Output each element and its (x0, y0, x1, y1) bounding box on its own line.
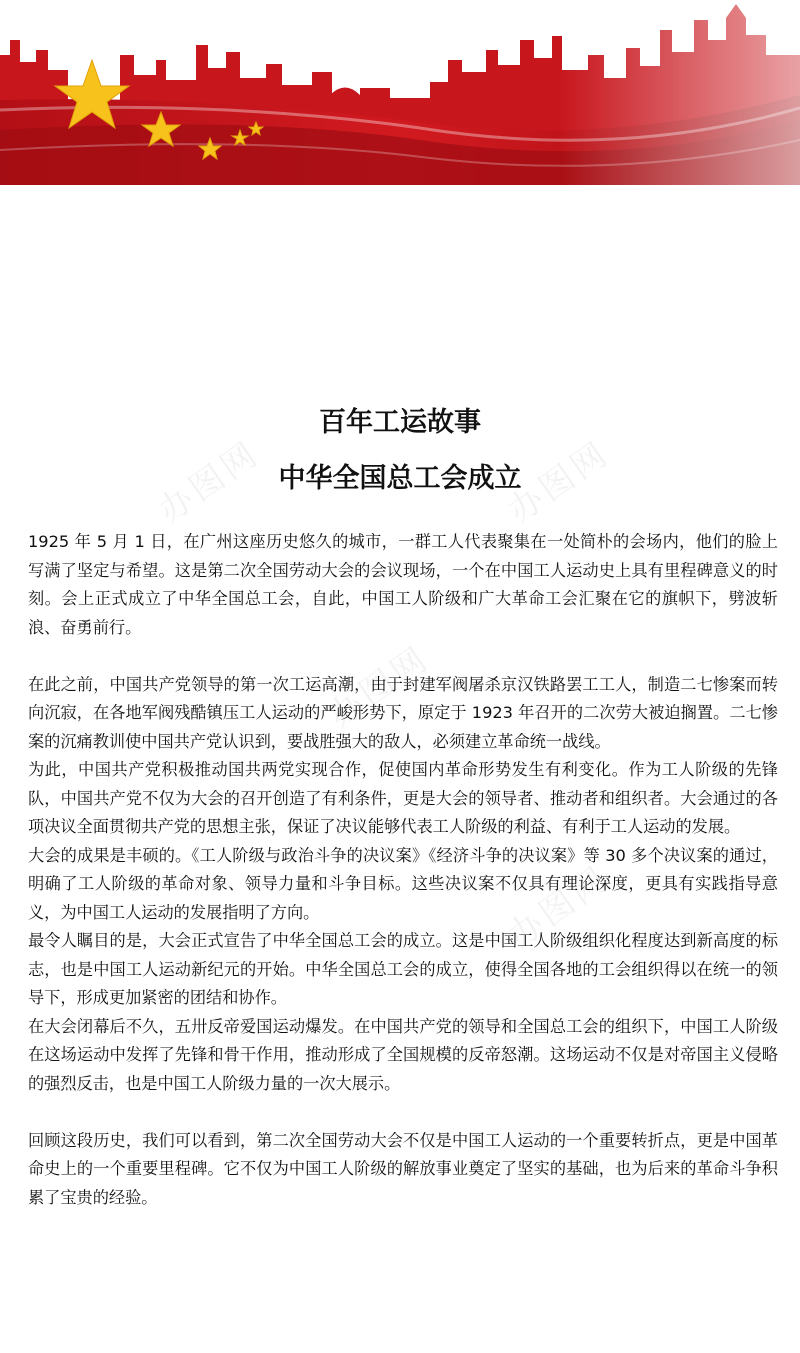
watermark: 办图网 (150, 433, 268, 532)
watermark: 办图网 (500, 433, 618, 532)
paragraph: 回顾这段历史，我们可以看到，第二次全国劳动大会不仅是中国工人运动的一个重要转折点，更是中国革命史上的一个重要里程碑。它不仅为中国工人阶级的解放事业奠定了坚实的基础，也为后来的革命斗争积累了宝贵的经验。 (28, 1130, 778, 1207)
page-subtitle: 中华全国总工会成立 (278, 463, 522, 494)
paragraph: 为此，中国共产党积极推动国共两党实现合作，促使国内革命形势发生有利变化。作为工人阶级的先锋队，中国共产党不仅为大会的召开创造了有利条件，更是大会的领导者、推动者和组织者。大会通过的各项决议全面贯彻共产党的思想主张，保证了决议能够代表工人阶级的利益、有利于工人运动的发展。 (28, 760, 778, 836)
page-title: 百年工运故事 (319, 407, 481, 438)
paragraph: 1925 年 5 月 1 日，在广州这座历史悠久的城市，一群工人代表聚集在一处简朴的会场内，他们的脸上写满了坚定与希望。这是第二次全国劳动大会的会议现场，一个在中国工人运动史上具有里程碑意义的时刻。会上正式成立了中华全国总工会，自此，中国工人阶级和广大革命工会汇聚在它的旗帜下，劈波斩浪、奋勇前行。 (28, 532, 778, 637)
paragraph: 在此之前，中国共产党领导的第一次工运高潮，由于封建军阀屠杀京汉铁路罢工工人，制造二七惨案而转向沉寂，在各地军阀残酷镇压工人运动的严峻形势下，原定于 1923 年召开的二次劳大被迫搁置。二七惨案的沉痛教训使中国共产党认识到，要战胜强大的敌人，必须建立革命统一战线。 (28, 674, 778, 751)
paragraph: 大会的成果是丰硕的。《工人阶级与政治斗争的决议案》《经济斗争的决议案》等 30 多个决议案的通过，明确了工人阶级的革命对象、领导力量和斗争目标。这些决议案不仅具有理论深度，更具有实践指导意义，为中国工人运动的发展指明了方向。 (28, 845, 778, 922)
paragraph: 在大会闭幕后不久，五卅反帝爱国运动爆发。在中国共产党的领导和全国总工会的组织下，中国工人阶级在这场运动中发挥了先锋和骨干作用，推动形成了全国规模的反帝怒潮。这场运动不仅是对帝国主义侵略的强烈反击，也是中国工人阶级力量的一次大展示。 (28, 1016, 778, 1093)
paragraph-gap (28, 1098, 778, 1127)
paragraph-gap (28, 642, 778, 671)
article-body (28, 528, 778, 1212)
watermark: 办图网 (320, 638, 438, 737)
watermark: 办图网 (500, 858, 618, 957)
paragraph: 最令人瞩目的是，大会正式宣告了中华全国总工会的成立。这是中国工人阶级组织化程度达到新高度的标志，也是中国工人运动新纪元的开始。中华全国总工会的成立，使得全国各地的工会组织得以在统一的领导下，形成更加紧密的团结和协作。 (28, 931, 778, 1007)
city-skyline-banner (0, 0, 800, 185)
header-banner (0, 0, 800, 185)
